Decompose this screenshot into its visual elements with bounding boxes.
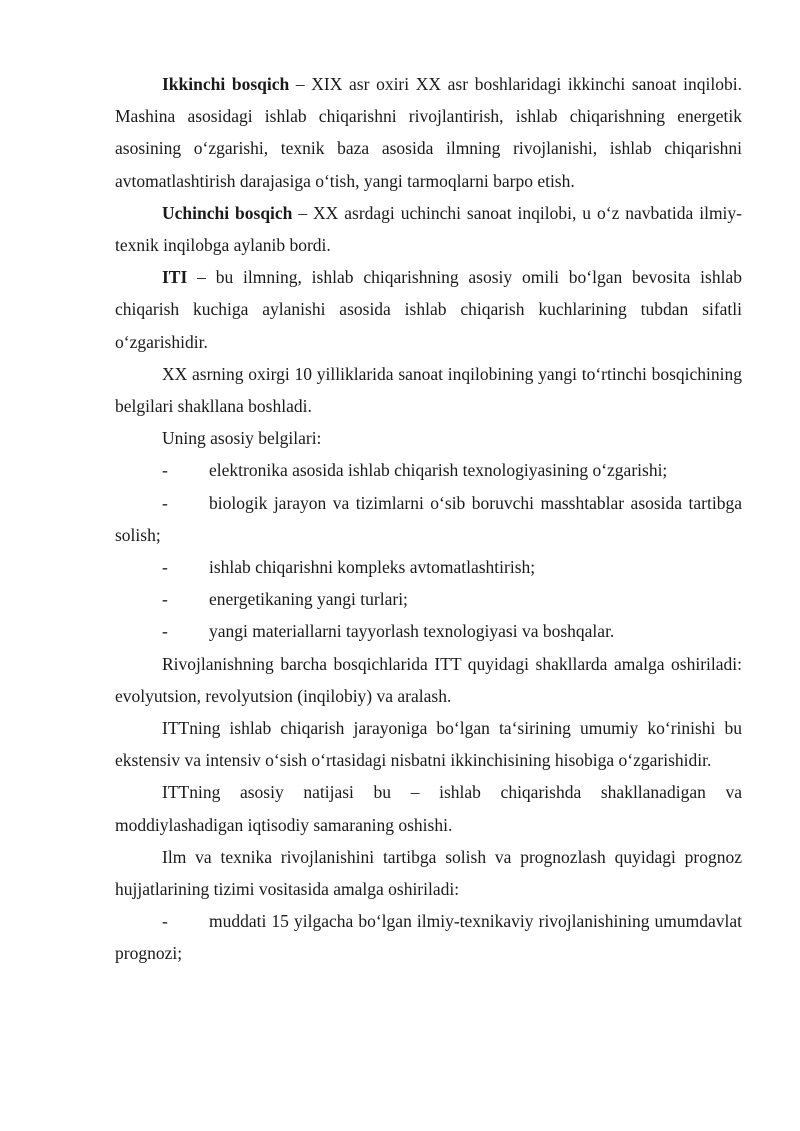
paragraph-rivojlanish (115, 648, 742, 712)
list-dash: - (162, 492, 168, 513)
list-item-text: ishlab chiqarishni kompleks avtomatlashtirish; (209, 557, 536, 578)
list-dash: - (162, 460, 168, 481)
paragraph-prognozlash (115, 841, 742, 905)
list-item-text: elektronika asosida ishlab chiqarish texnologiyasining o‘zgarishi; (209, 460, 668, 481)
list-item-text: yangi materiallarni tayyorlash texnologiyasi va boshqalar. (209, 621, 615, 642)
term-ikkinchi-bosqich: Ikkinchi bosqich (162, 74, 290, 94)
paragraph-text: – bu ilmning, ishlab chiqarishning asosiy omili bo‘lgan bevosita ishlab chiqarish kuchiga aylanishi asosida ishlab chiqarish kuchlarining tubdan sifatli o‘zgarishidir. (115, 267, 742, 352)
paragraph-text: ITTning asosiy natijasi bu – ishlab chiqarishda shakllanadigan va moddiylashadigan iqtisodiy samaraning oshishi. (115, 782, 742, 835)
document-page (115, 68, 742, 970)
list-dash: - (162, 589, 168, 610)
list-item (115, 615, 742, 647)
list-item-text: muddati 15 yilgacha bo‘lgan ilmiy-texnikaviy rivojlanishining umumdavlat prognozi; (115, 911, 742, 964)
paragraph-asosiy-belgilari (115, 422, 742, 454)
list-dash: - (162, 621, 168, 642)
paragraph-text: XX asrning oxirgi 10 yilliklarida sanoat inqilobining yangi to‘rtinchi bosqichining belgilari shakllana boshladi. (115, 363, 742, 417)
list-item (115, 551, 742, 583)
paragraph-xx-asr (115, 358, 742, 422)
list-item (115, 454, 742, 486)
term-iti: ITI (162, 267, 188, 288)
paragraph-iti (115, 261, 742, 358)
paragraph-itt-natijasi (115, 776, 742, 840)
paragraph-uchinchi-bosqich (115, 197, 742, 261)
paragraph-text: ITTning ishlab chiqarish jarayoniga bo‘lgan ta‘sirining umumiy ko‘rinishi bu ekstensiv va intensiv o‘sish o‘rtasidagi nisbatni ikkinchisining hisobiga o‘zgarishidir. (115, 718, 742, 771)
paragraph-text: – XX asrdagi uchinchi sanoat inqilobi, u o‘z navbatida ilmiy-texnik inqilobga aylanib bordi. (115, 202, 743, 256)
list-dash: - (162, 557, 168, 578)
paragraph-ikkinchi-bosqich (115, 68, 742, 197)
list-item-text: biologik jarayon va tizimlarni o‘sib boruvchi masshtablar asosida tartibga solish; (115, 492, 742, 545)
list-item (115, 905, 742, 969)
list-item (115, 583, 742, 615)
paragraph-text: Ilm va texnika rivojlanishini tartibga solish va prognozlash quyidagi prognoz hujjatlarining tizimi vositasida amalga oshiriladi: (115, 846, 742, 900)
list-dash: - (162, 911, 168, 932)
term-uchinchi-bosqich: Uchinchi bosqich (162, 202, 293, 223)
list-item (115, 487, 742, 551)
paragraph-text: – XIX asr oxiri XX asr boshlaridagi ikkinchi sanoat inqilobi. Mashina asosidagi ishlab chiqarishni rivojlantirish, ishlab chiqarishning energetik asosining o‘zgarishi, texnik baza asosida ilmning rivojlanishi, ishlab chiqarishni avtomatlashtirish darajasiga o‘tish, yangi tarmoqlarni barpo etish. (115, 74, 742, 191)
list-item-text: energetikaning yangi turlari; (209, 589, 408, 610)
paragraph-text: Uning asosiy belgilari: (162, 428, 322, 449)
paragraph-itt-tasiri (115, 712, 742, 776)
paragraph-text: Rivojlanishning barcha bosqichlarida ITT quyidagi shakllarda amalga oshiriladi: evolyutsion, revolyutsion (inqilobiy) va aralash. (115, 653, 742, 706)
